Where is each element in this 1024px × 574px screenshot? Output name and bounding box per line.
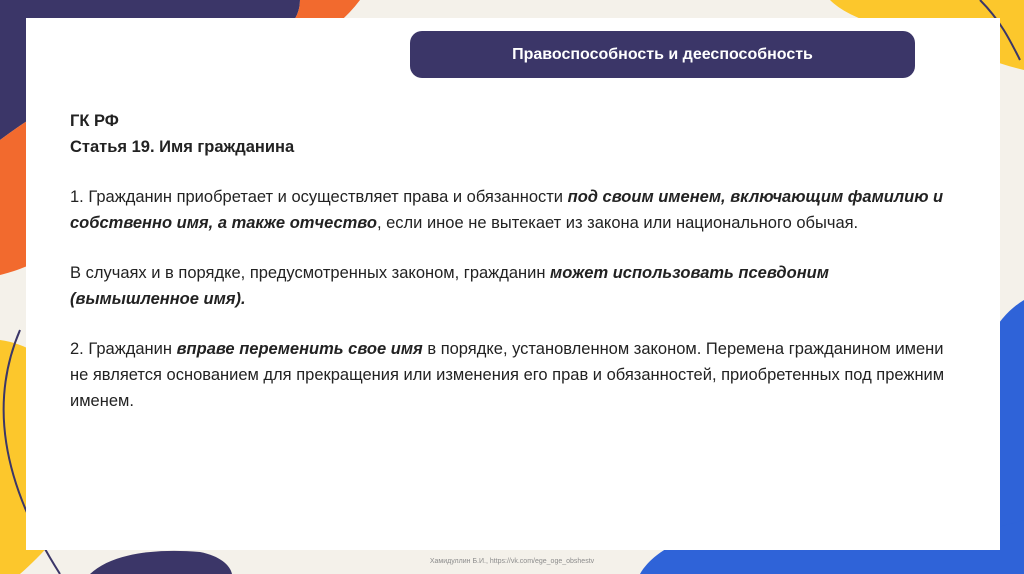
title-text: Правоспособность и дееспособность bbox=[512, 45, 813, 63]
footer-credit: Хамидуллин Б.И., https://vk.com/ege_oge_obshestv bbox=[429, 558, 595, 565]
paragraph-2-emphasis: может использовать псевдоним (вымышленное имя). bbox=[70, 264, 829, 308]
paragraph-1-emphasis: под своим именем, включающим фамилию и собственно имя, а также отчество bbox=[70, 188, 944, 232]
code-heading: ГК РФ bbox=[70, 112, 119, 130]
article-heading: Статья 19. Имя гражданина bbox=[70, 138, 295, 156]
paragraph-1: 1. Гражданин приобретает и осуществляет права и обязанности под своим именем, включающим фамилию и собственно имя, а также отчество, если иное не вытекает из закона или национального обычая. bbox=[70, 188, 944, 232]
article-body bbox=[70, 108, 950, 414]
paragraph-2: В случаях и в порядке, предусмотренных законом, гражданин может использовать псевдоним (вымышленное имя). bbox=[70, 264, 829, 308]
paragraph-3-emphasis: вправе переменить свое имя bbox=[176, 340, 423, 358]
title-banner bbox=[410, 31, 915, 78]
paragraph-3: 2. Гражданин вправе переменить свое имя в порядке, установленном законом. Перемена гражданином имени не является основанием для прекращения или изменения его прав и обязанностей, приобретенных под прежним именем. bbox=[70, 340, 945, 410]
